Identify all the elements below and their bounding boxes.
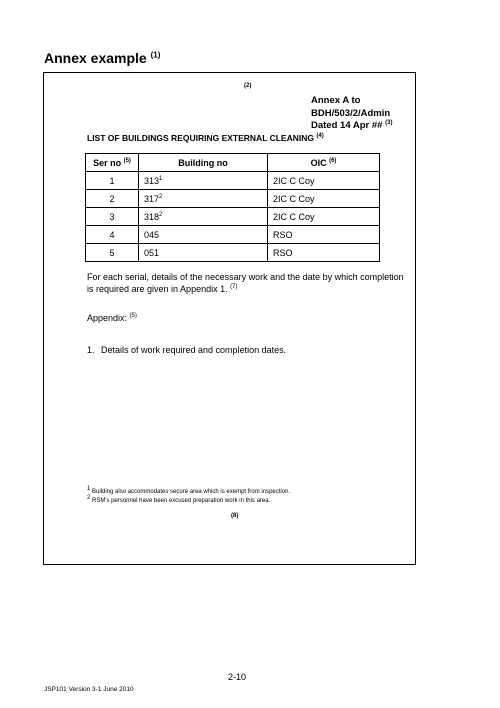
cell-building-no: 317 [144, 193, 160, 204]
cell-oic: RSO [268, 226, 380, 244]
footnote [87, 488, 290, 497]
annex-ref-note: (3) [385, 119, 393, 126]
cell-ser: 2 [86, 190, 139, 208]
footnote-text: RSM's personnel have been excused preparation work in this area. [92, 497, 271, 504]
annex-reference [311, 95, 392, 133]
table-row [86, 172, 380, 190]
body-paragraph-note: (7) [230, 283, 238, 290]
footnote-number: 1 [87, 486, 91, 492]
cell-oic: RSO [268, 244, 380, 262]
footnote [87, 494, 290, 506]
header-ser-no [86, 154, 139, 172]
cell-building-no: 313 [144, 175, 160, 186]
appendix-label: Appendix: [87, 313, 128, 323]
cell-building [139, 208, 268, 226]
cell-building-no: 318 [144, 211, 160, 222]
cell-building-no: 045 [144, 229, 160, 240]
cell-building [139, 226, 268, 244]
cell-footnote-ref: 1 [159, 175, 163, 182]
header-ser-no-note: (5) [123, 157, 131, 164]
table-row [86, 208, 380, 226]
marker-bottom: (8) [231, 513, 239, 519]
cell-footnote-ref: 2 [159, 193, 163, 200]
list-title-text: LIST OF BUILDINGS REQUIRING EXTERNAL CLEANING [87, 133, 314, 143]
table-row [86, 226, 380, 244]
cell-oic: 2IC C Coy [268, 190, 380, 208]
footnotes [87, 488, 290, 505]
annex-ref-line3: Dated 14 Apr ## [311, 120, 383, 131]
cell-building [139, 172, 268, 190]
table-row [86, 190, 380, 208]
buildings-table [85, 153, 380, 262]
cell-ser: 5 [86, 244, 139, 262]
list-title [87, 133, 324, 143]
marker-top: (2) [244, 83, 252, 89]
cell-building [139, 190, 268, 208]
table-row [86, 244, 380, 262]
cell-building-no: 051 [144, 247, 160, 258]
header-oic-note: (6) [329, 157, 337, 164]
header-building-no-text: Building no [178, 157, 228, 168]
header-oic-text: OIC [310, 157, 327, 168]
appendix-heading [87, 313, 137, 323]
page-title-note: (1) [150, 50, 161, 60]
version-footer: JSP101 Version 3-1 June 2010 [44, 686, 134, 693]
cell-oic: 2IC C Coy [268, 208, 380, 226]
page-title [44, 50, 160, 66]
cell-ser: 3 [86, 208, 139, 226]
body-paragraph-text: For each serial, details of the necessary work and the date by which completion is required are given in Appendix 1. [87, 272, 404, 294]
header-oic [268, 154, 380, 172]
annex-ref-line1: Annex A to [311, 95, 361, 106]
header-ser-no-text: Ser no [93, 157, 122, 168]
cell-footnote-ref: 2 [159, 211, 163, 218]
list-item [87, 345, 286, 355]
appendix-item-text: Details of work required and completion dates. [101, 345, 287, 355]
cell-ser: 1 [86, 172, 139, 190]
list-title-note: (4) [316, 133, 324, 140]
annex-ref-line3-wrap [311, 120, 392, 133]
page-number: 2-10 [228, 672, 247, 682]
appendix-item-number: 1. [87, 345, 95, 355]
cell-oic: 2IC C Coy [268, 172, 380, 190]
appendix-note: (5) [129, 313, 137, 319]
body-paragraph [87, 272, 407, 295]
annex-ref-line2: BDH/503/2/Admin [311, 107, 391, 119]
cell-building [139, 244, 268, 262]
footnote-number: 2 [87, 494, 91, 501]
table-header-row [86, 154, 380, 172]
header-building-no [139, 154, 268, 172]
footnote-text: Building also accommodates secure area which is exempt from inspection. [92, 489, 291, 495]
page-title-text: Annex example [44, 50, 147, 66]
cell-ser: 4 [86, 226, 139, 244]
